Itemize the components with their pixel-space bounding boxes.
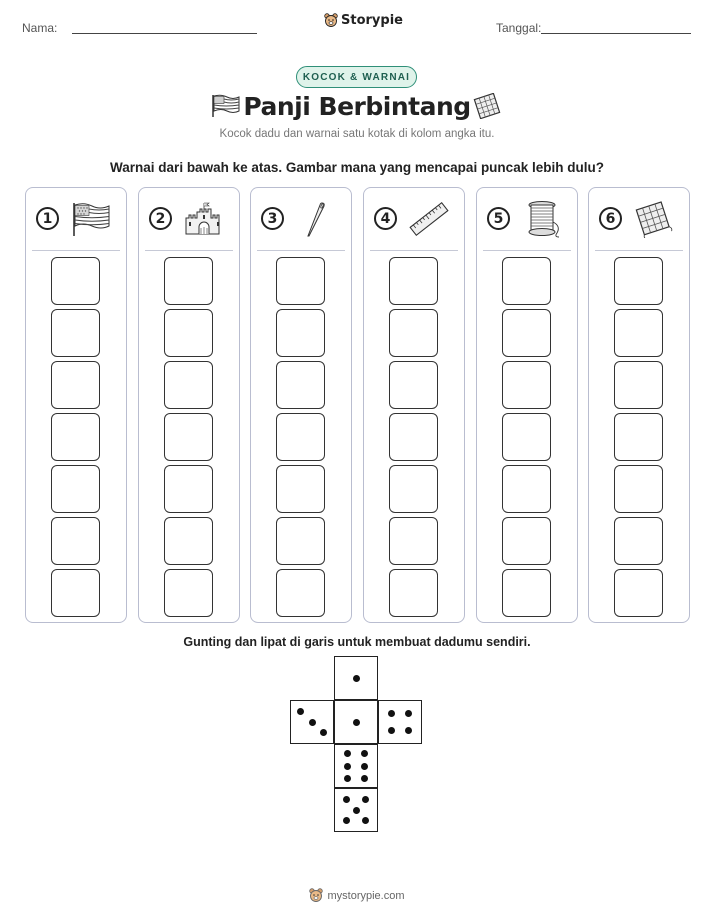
die-pip — [405, 710, 412, 717]
color-box[interactable] — [389, 569, 438, 617]
color-box[interactable] — [276, 309, 325, 357]
color-box[interactable] — [164, 413, 213, 461]
castle-icon — [183, 200, 225, 238]
die-face-1 — [334, 656, 378, 700]
column-3 — [250, 187, 352, 623]
storypie-bear-icon — [324, 13, 338, 28]
color-box[interactable] — [276, 569, 325, 617]
die-pip — [361, 750, 368, 757]
color-box[interactable] — [51, 413, 100, 461]
footer-url: mystorypie.com — [327, 889, 405, 902]
color-box[interactable] — [276, 465, 325, 513]
color-box[interactable] — [276, 413, 325, 461]
column-header — [251, 188, 351, 250]
die-face-6 — [334, 744, 378, 788]
color-box[interactable] — [51, 569, 100, 617]
die-pip — [343, 796, 350, 803]
die-face-3 — [290, 700, 334, 744]
die-pip — [361, 763, 368, 770]
american-flag-icon — [70, 200, 112, 238]
sewing-needle-icon — [295, 200, 337, 238]
color-box[interactable] — [502, 465, 551, 513]
color-box[interactable] — [164, 361, 213, 409]
column-divider — [595, 250, 683, 251]
color-box[interactable] — [614, 309, 663, 357]
die-pip — [405, 727, 412, 734]
color-box[interactable] — [502, 257, 551, 305]
die-pip — [297, 708, 304, 715]
footer — [0, 888, 714, 903]
die-pip — [353, 719, 360, 726]
color-box[interactable] — [164, 257, 213, 305]
die-pip — [309, 719, 316, 726]
column-divider — [370, 250, 458, 251]
date-line[interactable] — [541, 33, 691, 34]
brand-name: Storypie — [341, 13, 403, 28]
die-face-4 — [378, 700, 422, 744]
column-divider — [257, 250, 345, 251]
column-number: 2 — [149, 207, 172, 230]
column-5 — [476, 187, 578, 623]
color-box[interactable] — [614, 413, 663, 461]
color-box[interactable] — [51, 309, 100, 357]
color-box[interactable] — [276, 361, 325, 409]
die-pip — [362, 796, 369, 803]
name-line[interactable] — [72, 33, 257, 34]
color-box[interactable] — [502, 309, 551, 357]
color-box[interactable] — [276, 517, 325, 565]
column-number: 4 — [374, 207, 397, 230]
die-pip — [388, 727, 395, 734]
ruler-icon — [408, 200, 450, 238]
coloring-instruction: Warnai dari bawah ke atas. Gambar mana yang mencapai puncak lebih dulu? — [110, 160, 604, 175]
color-box[interactable] — [164, 517, 213, 565]
color-box[interactable] — [614, 517, 663, 565]
column-header — [589, 188, 689, 250]
color-box[interactable] — [614, 465, 663, 513]
column-number: 1 — [36, 207, 59, 230]
cut-instruction: Gunting dan lipat di garis untuk membuat dadumu sendiri. — [183, 635, 531, 649]
date-label: Tanggal: — [496, 21, 542, 35]
color-box[interactable] — [389, 361, 438, 409]
die-pip — [353, 807, 360, 814]
color-box[interactable] — [614, 569, 663, 617]
footer-bear-icon — [309, 888, 323, 903]
thread-spool-icon — [521, 200, 563, 238]
color-box[interactable] — [164, 465, 213, 513]
title-quilt-icon — [472, 93, 502, 119]
color-box[interactable] — [614, 257, 663, 305]
column-header — [139, 188, 239, 250]
column-4 — [363, 187, 465, 623]
color-box[interactable] — [51, 465, 100, 513]
activity-badge: KOCOK & WARNAI — [296, 66, 417, 88]
die-pip — [353, 675, 360, 682]
die-pip — [320, 729, 327, 736]
color-box[interactable] — [389, 257, 438, 305]
page-subtitle: Kocok dadu dan warnai satu kotak di kolom angka itu. — [219, 128, 495, 140]
color-box[interactable] — [502, 413, 551, 461]
die-pip — [344, 763, 351, 770]
column-2 — [138, 187, 240, 623]
column-header — [26, 188, 126, 250]
name-label: Nama: — [22, 21, 58, 35]
column-number: 3 — [261, 207, 284, 230]
die-face-1 — [334, 700, 378, 744]
color-box[interactable] — [502, 569, 551, 617]
die-pip — [362, 817, 369, 824]
column-divider — [145, 250, 233, 251]
color-box[interactable] — [51, 361, 100, 409]
column-number: 5 — [487, 207, 510, 230]
column-1 — [25, 187, 127, 623]
brand-logo — [324, 13, 403, 28]
column-number: 6 — [599, 207, 622, 230]
column-6 — [588, 187, 690, 623]
die-pip — [344, 775, 351, 782]
die-pip — [361, 775, 368, 782]
color-box[interactable] — [389, 309, 438, 357]
column-divider — [483, 250, 571, 251]
color-box[interactable] — [164, 309, 213, 357]
die-face-5 — [334, 788, 378, 832]
color-box[interactable] — [502, 361, 551, 409]
die-pip — [344, 750, 351, 757]
page-title: Panji Berbintang — [243, 92, 471, 121]
color-box[interactable] — [389, 413, 438, 461]
color-box[interactable] — [51, 257, 100, 305]
quilt-icon — [633, 200, 675, 238]
color-box[interactable] — [389, 465, 438, 513]
column-divider — [32, 250, 120, 251]
color-box[interactable] — [51, 517, 100, 565]
die-pip — [343, 817, 350, 824]
color-box[interactable] — [389, 517, 438, 565]
color-box[interactable] — [614, 361, 663, 409]
color-box[interactable] — [276, 257, 325, 305]
color-box[interactable] — [502, 517, 551, 565]
column-header — [477, 188, 577, 250]
column-header — [364, 188, 464, 250]
die-pip — [388, 710, 395, 717]
color-box[interactable] — [164, 569, 213, 617]
